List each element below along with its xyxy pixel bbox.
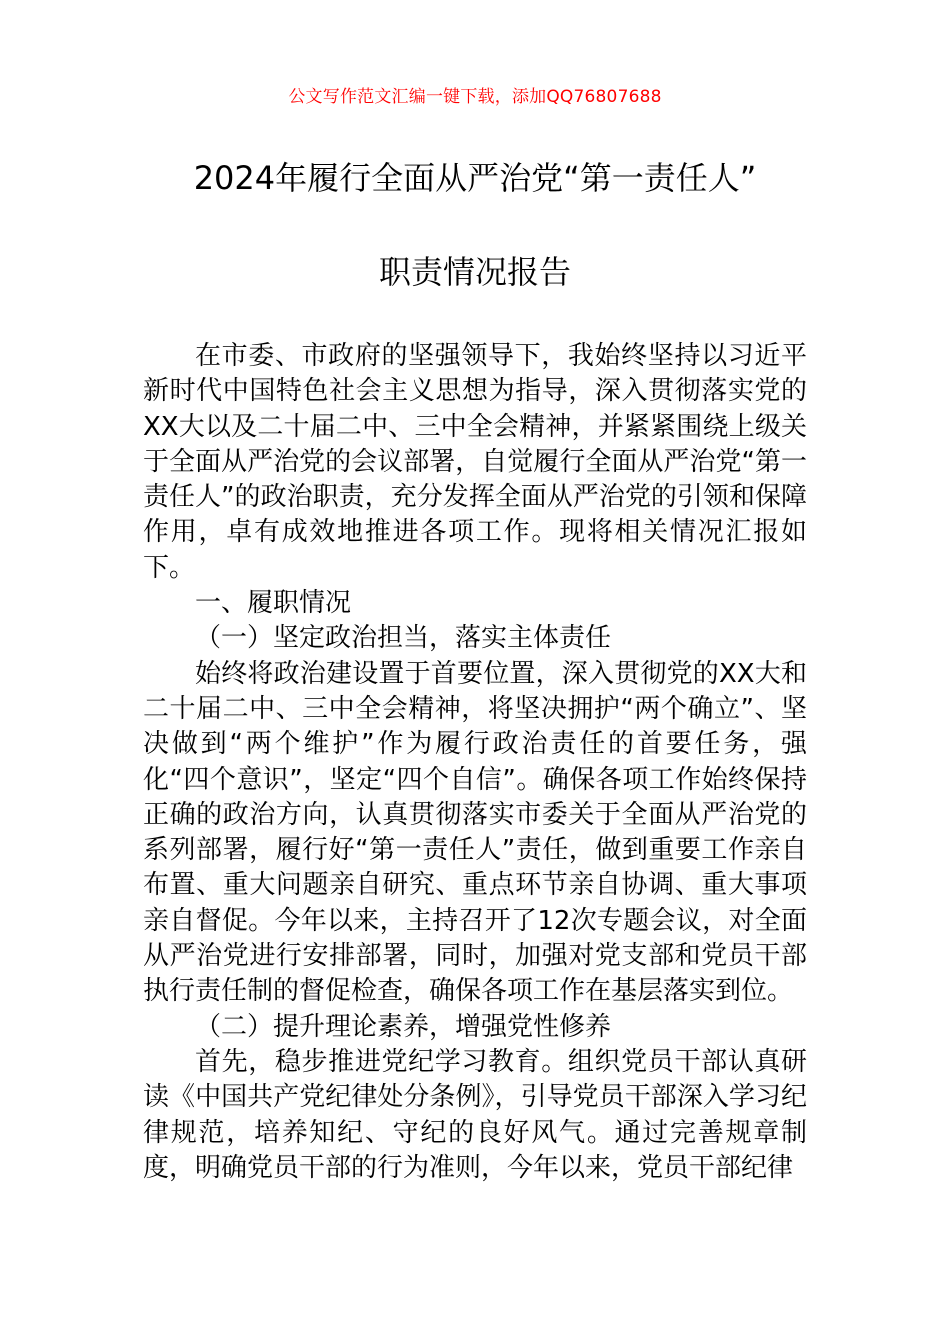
document-title-line-1: 2024年履行全面从严治党“第一责任人” xyxy=(193,159,757,197)
download-banner[interactable]: 公文写作范文汇编一键下载，添加QQ76807688 xyxy=(288,87,662,107)
subsection-2-paragraph: 首先，稳步推进党纪学习教育。组织党员干部认真研读《中国共产党纪律处分条例》，引导党员干部深入学习纪律规范，培养知纪、守纪的良好风气。通过完善规章制度，明确党员干部的行为准则，今年以来，党员干部纪律 xyxy=(143,1046,807,1183)
intro-paragraph: 在市委、市政府的坚强领导下，我始终坚持以习近平新时代中国特色社会主义思想为指导，深入贯彻落实党的XX大以及二十届二中、三中全会精神，并紧紧围绕上级关于全面从严治党的会议部署，自觉履行全面从严治党“第一责任人”的政治职责，充分发挥全面从严治党的引领和保障作用，卓有成效地推进各项工作。现将相关情况汇报如下。 xyxy=(143,341,807,583)
subsection-1-paragraph: 始终将政治建设置于首要位置，深入贯彻党的XX大和二十届二中、三中全会精神，将坚决拥护“两个确立”、坚决做到“两个维护”作为履行政治责任的首要任务，强化“四个意识”，坚定“四个自信”。确保各项工作始终保持正确的政治方向，认真贯彻落实市委关于全面从严治党的系列部署，履行好“第一责任人”责任，做到重要工作亲自布置、重大问题亲自研究、重点环节亲自协调、重大事项亲自督促。今年以来，主持召开了12次专题会议，对全面从严治党进行安排部署，同时，加强对党支部和党员干部执行责任制的督促检查，确保各项工作在基层落实到位。 xyxy=(143,658,807,1007)
subsection-heading-1: （一）坚定政治担当，落实主体责任 xyxy=(195,623,612,654)
document-title-line-2: 职责情况报告 xyxy=(378,253,571,291)
subsection-heading-2: （二）提升理论素养，增强党性修养 xyxy=(195,1011,612,1042)
section-heading-1: 一、履职情况 xyxy=(195,588,352,619)
document-body xyxy=(143,339,807,1186)
